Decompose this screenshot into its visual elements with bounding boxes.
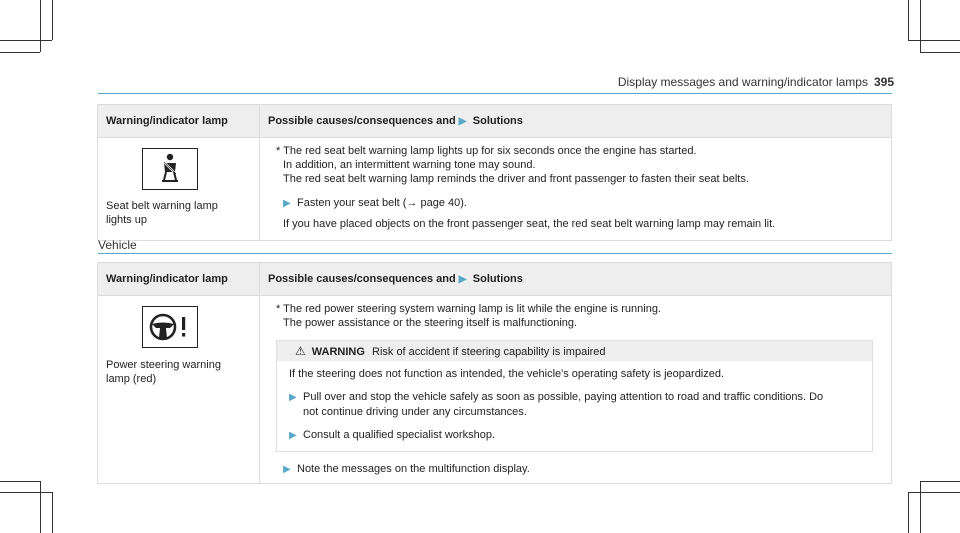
warning-box <box>276 340 873 452</box>
warning-text: If the steering does not function as intended, the vehicle's operating safety is jeopardized. <box>289 368 725 380</box>
warning-title: Risk of accident if steering capability is impaired <box>372 346 606 358</box>
arrow-right-icon: ▶ <box>289 392 297 403</box>
cause-text: The red seat belt warning lamp reminds the driver and front passenger to fasten their seat belts. <box>283 173 749 185</box>
warning-triangle-icon: ⚠ <box>295 344 306 358</box>
crop-mark <box>0 52 40 53</box>
warning-label: WARNING <box>311 346 365 358</box>
arrow-right-icon: ▶ <box>283 464 291 475</box>
cause-text: * The red power steering system warning lamp is lit while the engine is running. <box>276 303 661 315</box>
action-step: ▶ Pull over and stop the vehicle safely as soon as possible, paying attention to road and traffic conditions. Do <box>289 391 824 403</box>
crop-mark <box>920 0 921 52</box>
crop-mark <box>920 481 960 482</box>
action-step: ▶ Consult a qualified specialist workshop. <box>289 429 495 441</box>
crop-mark <box>40 481 41 533</box>
seatbelt-table <box>97 104 892 241</box>
lamp-name-cont: lights up <box>106 214 147 226</box>
crop-mark <box>40 0 41 52</box>
cause-text: * The red seat belt warning lamp lights up for six seconds once the engine has started. <box>276 145 697 157</box>
lamp-cell <box>98 138 260 241</box>
crop-mark <box>908 492 960 493</box>
page-number: 395 <box>873 75 894 89</box>
col-header-lamp: Warning/indicator lamp <box>98 263 260 296</box>
lamp-cell <box>98 296 260 484</box>
section-rule <box>98 253 892 254</box>
solution-step: ▶ Fasten your seat belt (→ page 40). <box>283 197 467 209</box>
lamp-name-cont: lamp (red) <box>106 373 157 385</box>
col-header-lamp: Warning/indicator lamp <box>98 105 260 138</box>
warning-body <box>277 361 872 451</box>
cause-text: In addition, an intermittent warning tone may sound. <box>283 159 536 171</box>
crop-mark <box>52 492 53 533</box>
cause-text: The power assistance or the steering itself is malfunctioning. <box>283 317 578 329</box>
note-text: If you have placed objects on the front passenger seat, the red seat belt warning lamp may remain lit. <box>283 218 776 230</box>
header-rule <box>98 93 892 94</box>
steering-table <box>97 262 892 484</box>
warning-header <box>277 341 872 361</box>
arrow-right-icon: ▶ <box>458 115 467 127</box>
col-header-causes: Possible causes/consequences and ▶ Solutions <box>260 263 892 296</box>
col-header-causes: Possible causes/consequences and ▶ Solutions <box>260 105 892 138</box>
steering-wheel-warning-icon <box>142 306 198 348</box>
causes-cell <box>260 138 892 241</box>
crop-mark <box>0 481 40 482</box>
crop-mark <box>920 52 960 53</box>
crop-mark <box>908 0 909 40</box>
header-title: Display messages and warning/indicator lamps <box>617 75 868 89</box>
running-header <box>618 75 894 89</box>
crop-mark <box>908 40 960 41</box>
arrow-right-icon: ▶ <box>283 198 291 209</box>
crop-mark <box>908 492 909 533</box>
crop-mark <box>0 492 52 493</box>
crop-mark <box>920 481 921 533</box>
lamp-name: Seat belt warning lamp <box>106 200 218 212</box>
causes-cell <box>260 296 892 484</box>
section-title: Vehicle <box>98 238 137 252</box>
solution-step: ▶ Note the messages on the multifunction display. <box>283 463 530 475</box>
arrow-right-icon: ▶ <box>289 430 297 441</box>
lamp-name: Power steering warning <box>106 359 221 371</box>
seatbelt-icon <box>142 148 198 190</box>
crop-mark <box>52 0 53 40</box>
crop-mark <box>0 40 52 41</box>
action-step-cont: not continue driving under any circumstances. <box>303 406 527 418</box>
arrow-right-icon: ▶ <box>458 273 467 285</box>
